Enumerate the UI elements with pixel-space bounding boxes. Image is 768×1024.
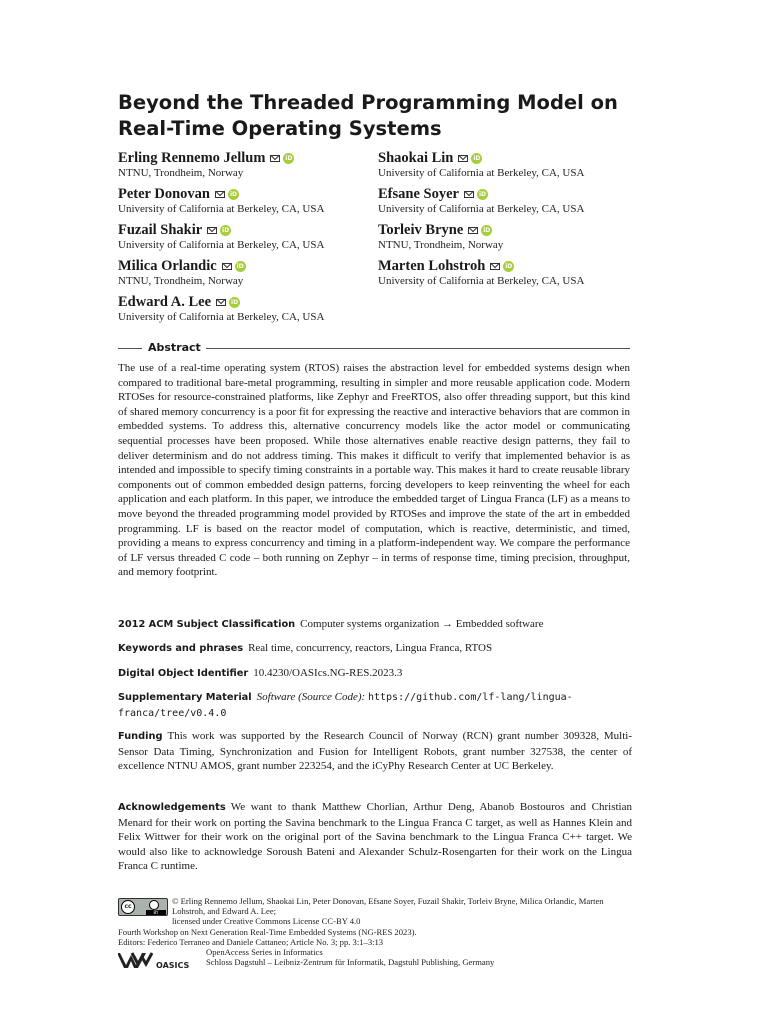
mail-icon[interactable] <box>215 191 225 198</box>
keywords-label: Keywords and phrases <box>118 643 244 654</box>
supplementary-type: Software (Source Code): <box>256 691 366 703</box>
author <box>118 294 378 330</box>
copyright-notice <box>172 896 632 927</box>
author-affiliation: University of California at Berkeley, CA, USA <box>118 203 325 215</box>
acknowledgements-label: Acknowledgements <box>118 802 226 813</box>
mail-icon[interactable] <box>458 155 468 162</box>
funding <box>118 729 632 774</box>
author-affiliation: University of California at Berkeley, CA, USA <box>118 239 325 251</box>
series-info <box>206 947 636 967</box>
abstract-label: Abstract <box>148 341 201 354</box>
acm-classification <box>118 617 632 633</box>
orcid-icon[interactable]: iD <box>483 226 491 234</box>
acm-text: Computer systems organization → Embedded software <box>300 618 544 630</box>
author-affiliation: University of California at Berkeley, CA, USA <box>378 275 585 287</box>
divider <box>206 348 630 349</box>
person-icon <box>149 900 159 910</box>
oasics-logo-icon <box>118 949 198 971</box>
divider <box>118 348 142 349</box>
editors-text: Editors: Federico Terraneo and Daniele Cattaneo; Article No. 3; pp. 3:1–3:13 <box>118 937 384 948</box>
doi-text[interactable]: 10.4230/OASIcs.NG-RES.2023.3 <box>253 667 403 679</box>
acknowledgements-text: We want to thank Matthew Chorlian, Arthur Deng, Abanob Bostouros and Christian Menard for their work on porting the Savina benchmark to the Lingua Franca C target, as well as Hannes Klein and Felix Wittwer for their work on the original port of the Savina benchmark to the Lingua Franca C++ target. We would also like to acknowledge Soroush Bateni and Alexander Schulz-Rosengarten for their work on the Lingua Franca C runtime. <box>118 801 632 872</box>
author-name: Milica Orlandic <box>118 258 217 274</box>
keywords-text: Real time, concurrency, reactors, Lingua Franca, RTOS <box>248 642 493 654</box>
abstract-text: The use of a real-time operating system (RTOS) raises the abstraction level for embedded systems design when compared to traditional bare-metal programming, resulting in simpler and more reusable application code. Modern RTOSes for resource-constrained platforms, like Zephyr and FreeRTOS, also offer threading support, but this kind of shared memory concurrency is a poor fit for expressing the reactive and interactive behaviors that are common in embedded systems. To address this, alternative concurrency models like the actor model or communicating sequential processes have been proposed. While those alternatives enable reactive design patterns, they fail to deliver determinism and do not address timing. This makes it difficult to verify that implemented behavior is as intended and impossible to specify timing constraints in a portable way. This makes it hard to create reusable library components out of common embedded design patterns, forcing developers to keep reinventing the wheel for each application and each platform. In this paper, we introduce the embedded target of Lingua Franca (LF) as a means to move beyond the threaded programming model provided by RTOSes and improve the state of the art in embedded programming. LF is based on the reactor model of computation, which is reactive, deterministic, and timed, providing a means to express concurrency and timing in a platform-independent way. We compare the performance of LF versus threaded C code – both running on Zephyr – in terms of response time, timing precision, throughput, and memory footprint. <box>118 362 630 579</box>
license-text: licensed under Creative Commons License CC-BY 4.0 <box>172 916 361 927</box>
workshop-text: Fourth Workshop on Next Generation Real-Time Embedded Systems (NG-RES 2023). <box>118 927 417 937</box>
author <box>378 222 648 258</box>
supplementary-url[interactable]: https://github.com/lf-lang/lingua-franca/tree/v0.4.0 <box>118 692 573 719</box>
series-text: OpenAccess Series in Informatics <box>206 947 323 957</box>
mail-icon[interactable] <box>207 227 217 234</box>
author-name: Shaokai Lin <box>378 150 454 166</box>
author-name: Torleiv Bryne <box>378 222 464 238</box>
author <box>118 186 378 222</box>
orcid-icon[interactable]: iD <box>473 154 481 162</box>
mail-icon[interactable] <box>464 191 474 198</box>
publisher-text: Schloss Dagstuhl – Leibniz-Zentrum für Informatik, Dagstuhl Publishing, Germany <box>206 957 495 968</box>
author-affiliation: NTNU, Trondheim, Norway <box>118 275 244 287</box>
author-column-left <box>118 150 378 330</box>
orcid-icon[interactable]: iD <box>236 262 244 270</box>
venue-info <box>118 927 628 947</box>
orcid-icon[interactable]: iD <box>222 226 230 234</box>
orcid-icon[interactable]: iD <box>478 190 486 198</box>
author-name: Edward A. Lee <box>118 294 212 310</box>
mail-icon[interactable] <box>490 263 500 270</box>
author <box>118 222 378 258</box>
keywords <box>118 641 632 657</box>
mail-icon[interactable] <box>270 155 280 162</box>
orcid-icon[interactable]: iD <box>231 298 239 306</box>
orcid-icon[interactable]: iD <box>285 154 293 162</box>
orcid-icon[interactable]: iD <box>505 262 513 270</box>
mail-icon[interactable] <box>216 299 226 306</box>
logo-text: OASICS <box>156 961 190 970</box>
author-name: Fuzail Shakir <box>118 222 203 238</box>
mail-icon[interactable] <box>222 263 232 270</box>
mail-icon[interactable] <box>468 227 478 234</box>
funding-label: Funding <box>118 731 163 742</box>
author-affiliation: University of California at Berkeley, CA, USA <box>378 203 585 215</box>
author-name: Peter Donovan <box>118 186 210 202</box>
author <box>378 186 648 222</box>
abstract-heading <box>118 341 630 355</box>
author-affiliation: NTNU, Trondheim, Norway <box>118 167 244 179</box>
doi <box>118 666 632 682</box>
author-column-right <box>378 150 648 294</box>
author-name: Erling Rennemo Jellum <box>118 150 266 166</box>
copyright-text: © Erling Rennemo Jellum, Shaokai Lin, Peter Donovan, Efsane Soyer, Fuzail Shakir, Torleiv Bryne, Milica Orlandic, Marten Lohstroh, and Edward A. Lee; <box>172 896 604 917</box>
funding-text: This work was supported by the Research Council of Norway (RCN) grant number 309328, Multi-Sensor Data Timing, Synchronization and Fusion for Intelligent Robots, grant number 327538, the center of excellence NTNU AMOS, grant number 223254, and the iCyPhy Research Center at UC Berkeley. <box>118 730 632 772</box>
by-label: BY <box>146 910 166 915</box>
supplementary-label: Supplementary Material <box>118 692 252 703</box>
author <box>118 150 378 186</box>
orcid-icon[interactable]: iD <box>229 190 237 198</box>
author-affiliation: University of California at Berkeley, CA, USA <box>118 311 325 323</box>
author-affiliation: University of California at Berkeley, CA, USA <box>378 167 585 179</box>
author-affiliation: NTNU, Trondheim, Norway <box>378 239 504 251</box>
doi-label: Digital Object Identifier <box>118 668 249 679</box>
cc-by-icon[interactable] <box>118 898 168 916</box>
author-name: Marten Lohstroh <box>378 258 486 274</box>
acknowledgements <box>118 800 632 874</box>
author <box>378 150 648 186</box>
paper-title: Beyond the Threaded Programming Model on Real-Time Operating Systems <box>118 91 618 140</box>
supplementary-material <box>118 690 632 721</box>
author <box>118 258 378 294</box>
acm-label: 2012 ACM Subject Classification <box>118 619 296 630</box>
author <box>378 258 648 294</box>
author-name: Efsane Soyer <box>378 186 459 202</box>
cc-label: cc <box>121 900 135 914</box>
